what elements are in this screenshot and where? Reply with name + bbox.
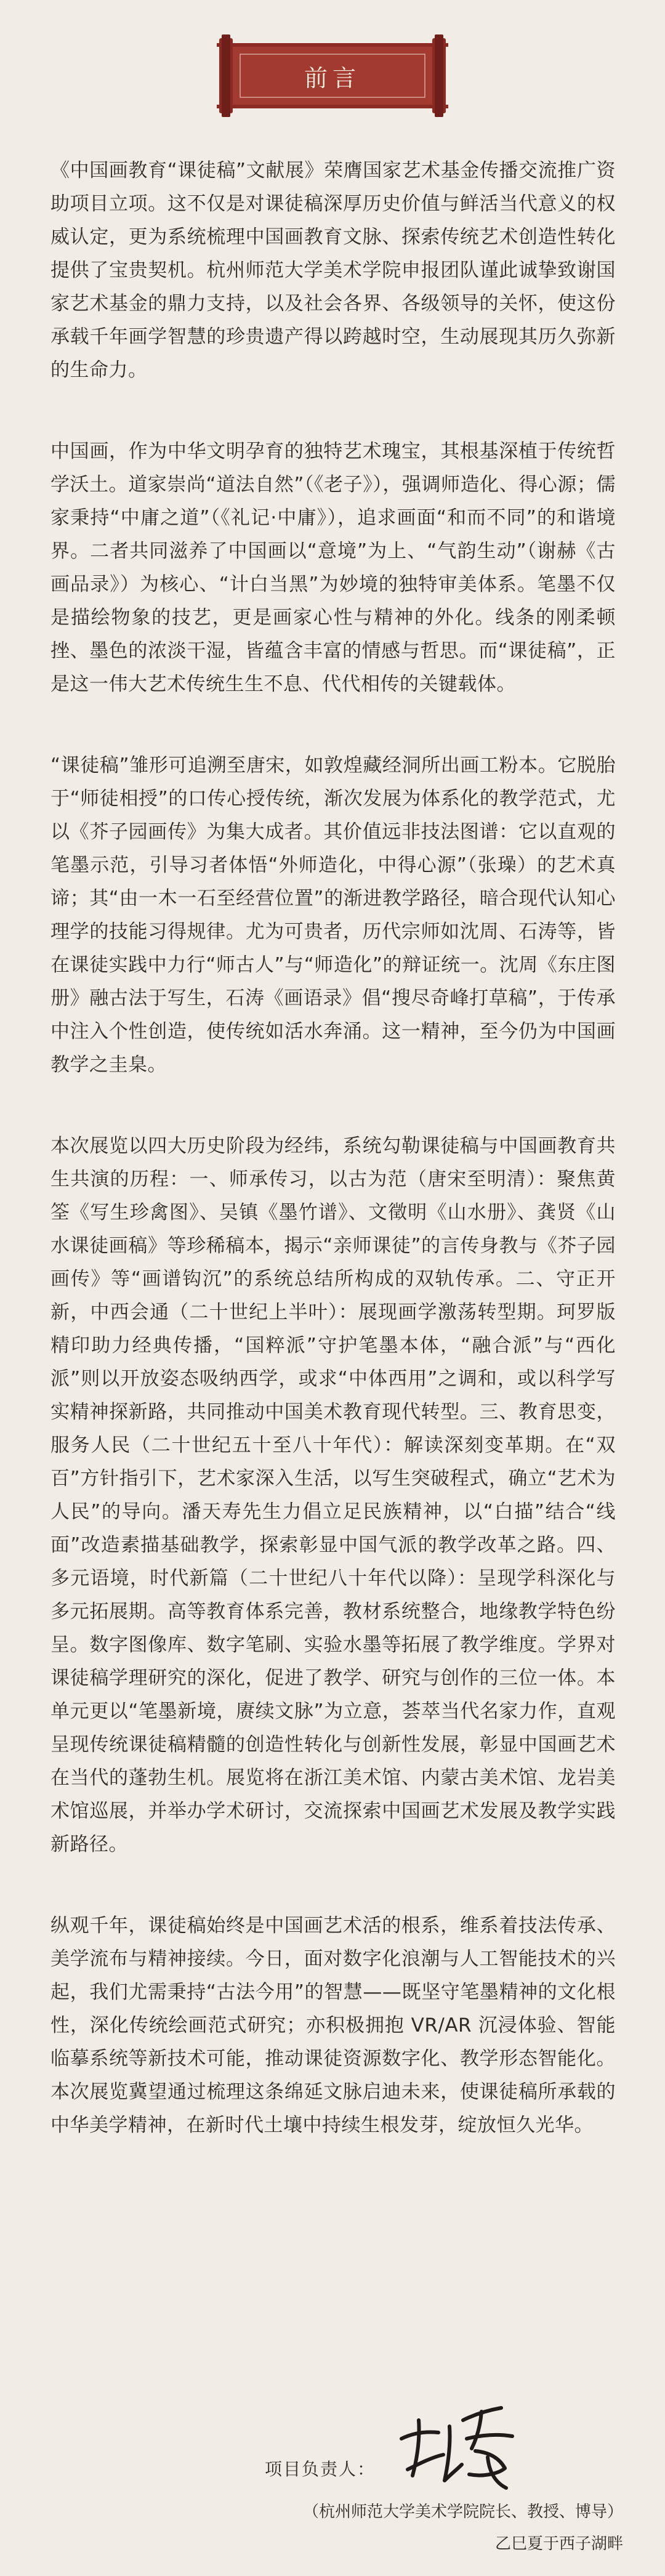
project-leader-label: 项目负责人： <box>265 2459 376 2479</box>
signature-date: 乙巳夏于西子湖畔 <box>494 2535 623 2553</box>
paragraph-keitugao-history: “课徒稿”雏形可追溯至唐宋，如敦煌藏经洞所出画工粉本。它脱胎于“师徒相授”的口传心授传统，渐次发展为体系化的教学范式，尤以《芥子园画传》为集大成者。其价值远非技法图谱：它以直观的笔墨示范，引导习者体悟“外师造化，中得心源”（张璪）的艺术真谛；其“由一木一石至经营位置”的渐进教学路径，暗合现代认知心理学的技能习得规律。尤为可贵者，历代宗师如沈周、石涛等，皆在课徒实践中力行“师古人”与“师造化”的辩证统一。沈周《东庄图册》融古法于写生，石涛《画语录》倡“搜尽奇峰打草稿”，于传承中注入个性创造，使传统如活水奔涌。这一精神，至今仍为中国画教学之圭臬。 <box>50 754 616 1076</box>
page-title: 前言 <box>304 64 361 92</box>
project-leader-role: （杭州师范大学美术学院院长、教授、博导） <box>302 2503 623 2521</box>
paragraph-chinese-painting: 中国画，作为中华文明孕育的独特艺术瑰宝，其根基深植于传统哲学沃土。道家崇尚“道法自然”（《老子》），强调师造化、得心源；儒家秉持“中庸之道”（《礼记·中庸》），追求画面“和而不同”的和谐境界。二者共同滋养了中国画以“意境”为上、“气韵生动”（谢赫《古画品录》）为核心、“计白当黑”为妙境的独特审美体系。笔墨不仅是描绘物象的技艺，更是画家心性与精神的外化。线条的刚柔顿挫、墨色的浓淡干湿，皆蕴含丰富的情感与哲思。而“课徒稿”，正是这一伟大艺术传统生生不息、代代相传的关键载体。 <box>50 440 616 695</box>
signature-block <box>192 2396 623 2562</box>
paragraph-conclusion: 纵观千年，课徒稿始终是中国画艺术活的根系，维系着技法传承、美学流布与精神接续。今日，面对数字化浪潮与人工智能技术的兴起，我们尤需秉持“古法今用”的智慧——既坚守笔墨精神的文化根性，深化传统绘画范式研究；亦积极拥抱 VR/AR 沉浸体验、智能临摹系统等新技术可能，推动课徒资源数字化、教学形态智能化。本次展览冀望通过梳理这条绵延文脉启迪未来，使课徒稿所承载的中华美学精神，在新时代土壤中持续生根发芽，绽放恒久光华。 <box>50 1915 616 2136</box>
paragraph-exhibition-stages: 本次展览以四大历史阶段为经纬，系统勾勒课徒稿与中国画教育共生共演的历程：一、师承传习，以古为范（唐宋至明清）：聚焦黄筌《写生珍禽图》、吴镇《墨竹谱》、文徵明《山水册》、龚贤《山水课徒画稿》等珍稀稿本，揭示“亲师课徒”的言传身教与《芥子园画传》等“画谱钩沉”的系统总结所构成的双轨传承。二、守正开新，中西会通（二十世纪上半叶）：展现画学激荡转型期。珂罗版精印助力经典传播，“国粹派”守护笔墨本体，“融合派”与“西化派”则以开放姿态吸纳西学，或求“中体西用”之调和，或以科学写实精神探新路，共同推动中国美术教育现代转型。三、教育思变，服务人民（二十世纪五十至八十年代）：解读深刻变革期。在“双百”方针指引下，艺术家深入生活，以写生突破程式，确立“艺术为人民”的导向。潘天寿先生力倡立足民族精神，以“白描”结合“线面”改造素描基础教学，探索彰显中国气派的教学改革之路。四、多元语境，时代新篇（二十世纪八十年代以降）：呈现学科深化与多元拓展期。高等教育体系完善，教材系统整合，地缘教学特色纷呈。数字图像库、数字笔刷、实验水墨等拓展了教学维度。学界对课徒稿学理研究的深化，促进了教学、研究与创作的三位一体。本单元更以“笔墨新境，赓续文脉”为立意，荟萃当代名家力作，直观呈现传统课徒稿精髓的创造性转化与创新性发展，彰显中国画艺术在当代的蓬勃生机。展览将在浙江美术馆、内蒙古美术馆、龙岩美术馆巡展，并举办学术研讨，交流探索中国画艺术发展及教学实践新路径。 <box>50 1135 616 1855</box>
title-scroll-banner <box>203 30 462 122</box>
handwritten-signature <box>389 2396 525 2494</box>
preface-body <box>50 154 616 2190</box>
paragraph-intro: 《中国画教育“课徒稿”文献展》荣膺国家艺术基金传播交流推广资助项目立项。这不仅是对课徒稿深厚历史价值与鲜活当代意义的权威认定，更为系统梳理中国画教育文脉、探索传统艺术创造性转化提供了宝贵契机。杭州师范大学美术学院申报团队谨此诚挚致谢国家艺术基金的鼎力支持，以及社会各界、各级领导的关怀，使这份承载千年画学智慧的珍贵遗产得以跨越时空，生动展现其历久弥新的生命力。 <box>50 159 616 381</box>
